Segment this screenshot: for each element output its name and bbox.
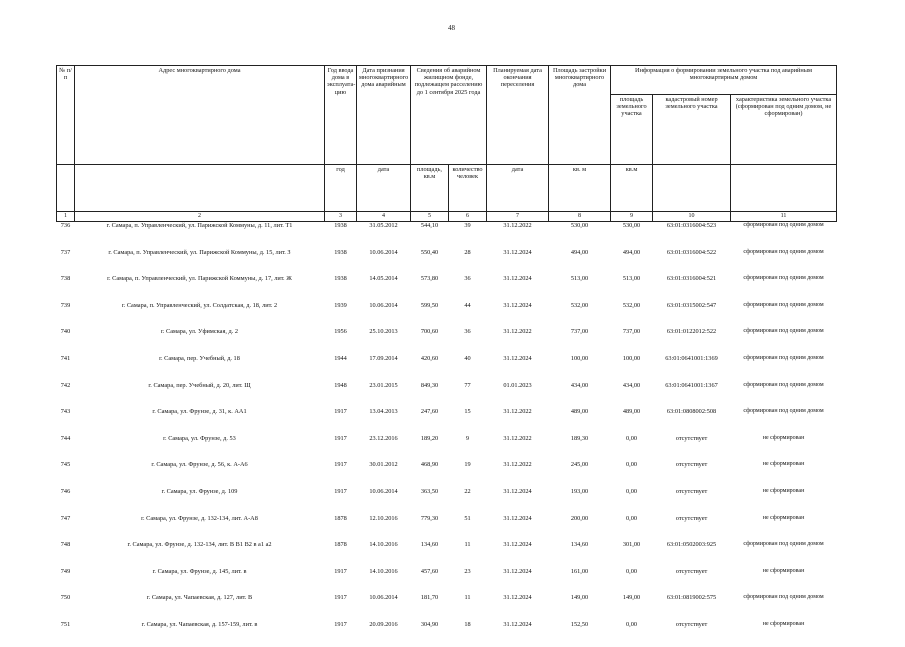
row-planned-date: 31.12.2024 (503, 354, 532, 362)
row-built-area: 161,00 (570, 567, 589, 575)
row-year: 1917 (334, 487, 347, 495)
table-row (57, 354, 837, 381)
row-planned-date: 31.12.2024 (503, 541, 532, 549)
table-row (57, 540, 837, 567)
row-year: 1917 (334, 408, 347, 416)
header-recognition-date: Дата признания многоквартирного дома аварийным (357, 66, 411, 165)
row-recognition-date: 31.05.2012 (369, 222, 398, 229)
row-land-area: 0,00 (626, 461, 638, 469)
row-people: 39 (464, 222, 471, 229)
row-built-area: 513,00 (570, 275, 589, 283)
row-land-area: 0,00 (626, 487, 638, 495)
row-address: г. Самара, п. Управленческий, ул. Парижской Коммуны, д. 17, лит. Ж (107, 275, 292, 283)
row-address: г. Самара, п. Управленческий, ул. Парижской Коммуны, д. 11, лит. Т1 (106, 222, 293, 229)
column-number: 11 (731, 212, 837, 222)
row-recognition-date: 14.10.2016 (369, 541, 398, 549)
header-land-info: Информация о формировании земельного участка под аварийным многоквартирным домом (611, 66, 837, 95)
column-number: 1 (57, 212, 75, 222)
row-number: 749 (60, 567, 71, 575)
header-cadastral: кадастровый номер земельного участка (653, 95, 731, 165)
unit-area: площадь, кв.м (411, 165, 449, 212)
row-built-area: 489,00 (570, 408, 589, 416)
unit-built-area: кв. м (549, 165, 611, 212)
row-characteristic: сформирован под одним домом (743, 541, 824, 548)
row-year: 1917 (334, 594, 347, 602)
row-planned-date: 31.12.2022 (503, 222, 532, 229)
table-row (57, 593, 837, 620)
row-characteristic: не сформирован (762, 434, 805, 441)
row-year: 1938 (334, 248, 347, 256)
row-year: 1938 (334, 275, 347, 283)
emergency-housing-table (56, 65, 837, 647)
row-land-area: 0,00 (626, 567, 638, 575)
row-characteristic: сформирован под одним домом (743, 222, 824, 228)
row-built-area: 134,60 (570, 541, 589, 549)
row-area: 189,20 (420, 434, 439, 442)
row-people: 22 (464, 487, 471, 495)
row-year: 1878 (334, 541, 347, 549)
row-people: 11 (464, 541, 471, 549)
row-people: 18 (464, 620, 471, 628)
column-number-row (57, 212, 837, 222)
row-built-area: 200,00 (570, 514, 589, 522)
row-area: 363,50 (420, 487, 439, 495)
row-address: г. Самара, пер. Учебный, д. 18 (159, 354, 240, 362)
row-area: 544,10 (420, 222, 439, 229)
row-address: г. Самара, п. Управленческий, ул. Солдатская, д. 18, лит. 2 (121, 301, 278, 309)
row-land-area: 737,00 (622, 328, 641, 336)
row-address: г. Самара, ул. Фрунзе, д. 53 (163, 434, 236, 442)
row-cadastral: 63:01:0316004:522 (666, 248, 717, 256)
row-number: 747 (60, 514, 71, 522)
column-number: 2 (75, 212, 325, 222)
row-year: 1948 (334, 381, 347, 389)
row-year: 1938 (334, 222, 347, 229)
row-address: г. Самара, ул. Фрунзе, д. 132-134, лит. А-А8 (141, 514, 258, 522)
unit-year: год (325, 165, 357, 212)
row-address: г. Самара, ул. Фрунзе, д. 145, лит. в (152, 567, 247, 575)
header-address: Адрес многоквартирного дома (75, 66, 325, 165)
row-recognition-date: 14.10.2016 (369, 567, 398, 575)
row-people: 51 (464, 514, 471, 522)
row-area: 468,90 (420, 461, 439, 469)
row-recognition-date: 20.09.2016 (369, 620, 398, 628)
row-area: 779,30 (420, 514, 439, 522)
row-address: г. Самара, ул. Уфимская, д. 2 (161, 328, 238, 336)
row-cadastral: 63:01:0315002:547 (666, 301, 717, 309)
row-characteristic: не сформирован (762, 487, 805, 494)
page-number: 48 (448, 24, 455, 32)
row-planned-date: 31.12.2022 (503, 434, 532, 442)
row-planned-date: 31.12.2024 (503, 567, 532, 575)
row-cadastral: отсутствует (675, 487, 708, 495)
header-built-area: Площадь застройки многоквартирного дома (549, 66, 611, 165)
row-characteristic: не сформирован (762, 461, 805, 468)
row-number: 741 (60, 354, 71, 362)
row-recognition-date: 23.01.2015 (369, 381, 398, 389)
header-characteristic: характеристика земельного участка (сформирован под одним домом, не сформирован) (731, 95, 837, 165)
row-planned-date: 31.12.2024 (503, 487, 532, 495)
unit-count: количество человек (449, 165, 487, 212)
header-year: Год ввода дома в эксплуата-цию (325, 66, 357, 165)
row-year: 1917 (334, 461, 347, 469)
row-people: 77 (464, 381, 471, 389)
row-cadastral: отсутствует (675, 434, 708, 442)
row-year: 1956 (334, 328, 347, 336)
row-land-area: 513,00 (622, 275, 641, 283)
table-row (57, 381, 837, 408)
row-number: 751 (60, 620, 71, 628)
row-built-area: 100,00 (570, 354, 589, 362)
row-recognition-date: 10.06.2014 (369, 301, 398, 309)
row-recognition-date: 10.06.2014 (369, 594, 398, 602)
row-number: 738 (60, 275, 71, 283)
row-characteristic: сформирован под одним домом (743, 594, 824, 601)
row-recognition-date: 10.06.2014 (369, 487, 398, 495)
row-year: 1878 (334, 514, 347, 522)
column-number: 3 (325, 212, 357, 222)
row-built-area: 737,00 (570, 328, 589, 336)
row-planned-date: 31.12.2024 (503, 275, 532, 283)
row-people: 40 (464, 354, 471, 362)
table-row (57, 487, 837, 514)
row-characteristic: сформирован под одним домом (743, 354, 824, 361)
header-planned-date: Планируемая дата окончания переселения (487, 66, 549, 165)
column-number: 4 (357, 212, 411, 222)
row-land-area: 0,00 (626, 620, 638, 628)
row-number: 740 (60, 328, 71, 336)
row-land-area: 301,00 (622, 541, 641, 549)
row-land-area: 530,00 (622, 222, 641, 229)
row-planned-date: 01.01.2023 (503, 381, 532, 389)
row-cadastral: отсутствует (675, 620, 708, 628)
row-characteristic: сформирован под одним домом (743, 301, 824, 308)
row-number: 739 (60, 301, 71, 309)
row-cadastral: отсутствует (675, 514, 708, 522)
table-row (57, 274, 837, 301)
row-land-area: 494,00 (622, 248, 641, 256)
table-row (57, 620, 837, 647)
row-cadastral: 63:01:0122012:522 (666, 328, 717, 336)
row-recognition-date: 13.04.2013 (369, 408, 398, 416)
row-built-area: 245,00 (570, 461, 589, 469)
row-area: 599,50 (420, 301, 439, 309)
row-people: 36 (464, 328, 471, 336)
row-land-area: 489,00 (622, 408, 641, 416)
row-built-area: 494,00 (570, 248, 589, 256)
row-recognition-date: 10.06.2014 (369, 248, 398, 256)
table-row (57, 248, 837, 275)
row-people: 11 (464, 594, 471, 602)
row-characteristic: не сформирован (762, 514, 805, 521)
row-cadastral: 63:01:0641001:1369 (665, 354, 718, 362)
row-number: 743 (60, 408, 71, 416)
row-year: 1944 (334, 354, 347, 362)
row-year: 1917 (334, 567, 347, 575)
row-recognition-date: 30.01.2012 (369, 461, 398, 469)
row-address: г. Самара, ул. Фрунзе, д. 31, к. АА1 (152, 408, 247, 416)
row-cadastral: 63:01:0502003:925 (666, 541, 717, 549)
row-area: 304,90 (420, 620, 439, 628)
row-land-area: 0,00 (626, 514, 638, 522)
row-land-area: 149,00 (622, 594, 641, 602)
row-built-area: 189,30 (570, 434, 589, 442)
row-cadastral: 63:01:0316004:523 (666, 222, 717, 229)
column-number: 9 (611, 212, 653, 222)
column-number: 6 (449, 212, 487, 222)
row-built-area: 149,00 (570, 594, 589, 602)
row-year: 1917 (334, 620, 347, 628)
row-planned-date: 31.12.2024 (503, 620, 532, 628)
row-characteristic: не сформирован (762, 620, 805, 627)
row-address: г. Самара, ул. Чапаевская, д. 127, лит. В (146, 594, 253, 602)
row-number: 746 (60, 487, 71, 495)
row-people: 19 (464, 461, 471, 469)
row-built-area: 532,00 (570, 301, 589, 309)
header-num: № п/п (57, 66, 75, 165)
row-planned-date: 31.12.2024 (503, 594, 532, 602)
column-number: 5 (411, 212, 449, 222)
row-address: г. Самара, ул. Фрунзе, д. 56, к. А-А6 (151, 461, 248, 469)
unit-land-area: кв.м (611, 165, 653, 212)
row-cadastral: 63:01:0808002:508 (666, 408, 717, 416)
row-characteristic: сформирован под одним домом (743, 275, 824, 282)
unit-planned-date: дата (487, 165, 549, 212)
row-built-area: 193,00 (570, 487, 589, 495)
table-body (57, 222, 837, 647)
row-cadastral: 63:01:0819002:575 (666, 594, 717, 602)
row-characteristic: сформирован под одним домом (743, 328, 824, 335)
row-number: 737 (60, 248, 71, 256)
row-address: г. Самара, п. Управленческий, ул. Парижской Коммуны, д. 15, лит. З (108, 248, 291, 256)
row-area: 457,60 (420, 567, 439, 575)
row-address: г. Самара, ул. Фрунзе, д. 132-134, лит. В В1 В2 в а1 а2 (127, 541, 272, 549)
row-year: 1939 (334, 301, 347, 309)
row-land-area: 100,00 (622, 354, 641, 362)
row-area: 420,60 (420, 354, 439, 362)
row-planned-date: 31.12.2024 (503, 301, 532, 309)
row-address: г. Самара, ул. Чапаевская, д. 157-159, лит. в (141, 620, 258, 628)
row-recognition-date: 12.10.2016 (369, 514, 398, 522)
row-area: 247,60 (420, 408, 439, 416)
row-number: 744 (60, 434, 71, 442)
row-year: 1917 (334, 434, 347, 442)
row-number: 745 (60, 461, 71, 469)
table-row (57, 407, 837, 434)
column-number: 8 (549, 212, 611, 222)
row-built-area: 530,00 (570, 222, 589, 229)
row-characteristic: сформирован под одним домом (743, 248, 824, 255)
row-number: 742 (60, 381, 71, 389)
row-recognition-date: 25.10.2013 (369, 328, 398, 336)
row-cadastral: 63:01:0641001:1367 (665, 381, 718, 389)
row-people: 28 (464, 248, 471, 256)
row-planned-date: 31.12.2024 (503, 514, 532, 522)
row-land-area: 532,00 (622, 301, 641, 309)
row-area: 550,40 (420, 248, 439, 256)
row-people: 9 (465, 434, 470, 442)
row-recognition-date: 17.09.2014 (369, 354, 398, 362)
row-land-area: 0,00 (626, 434, 638, 442)
table-row (57, 460, 837, 487)
row-cadastral: 63:01:0316004:521 (666, 275, 717, 283)
row-address: г. Самара, ул. Фрунзе, д. 109 (161, 487, 238, 495)
row-number: 750 (60, 594, 71, 602)
row-planned-date: 31.12.2022 (503, 408, 532, 416)
row-number: 748 (60, 541, 71, 549)
row-people: 36 (464, 275, 471, 283)
table-row (57, 567, 837, 594)
row-characteristic: не сформирован (762, 567, 805, 574)
row-cadastral: отсутствует (675, 461, 708, 469)
row-characteristic: сформирован под одним домом (743, 381, 824, 388)
row-recognition-date: 23.12.2016 (369, 434, 398, 442)
row-people: 15 (464, 408, 471, 416)
row-people: 23 (464, 567, 471, 575)
row-planned-date: 31.12.2022 (503, 461, 532, 469)
row-people: 44 (464, 301, 471, 309)
header-land-area: площадь земельного участка (611, 95, 653, 165)
row-area: 849,30 (420, 381, 439, 389)
header-emergency-fund: Сведения об аварийном жилищном фонде, подлежащем расселению до 1 сентября 2025 года (411, 66, 487, 165)
table-row (57, 222, 837, 248)
row-area: 181,70 (420, 594, 439, 602)
row-area: 573,80 (420, 275, 439, 283)
row-number: 736 (60, 222, 71, 229)
column-number: 10 (653, 212, 731, 222)
row-address: г. Самара, пер. Учебный, д. 20, лит. Щ (148, 381, 251, 389)
row-planned-date: 31.12.2022 (503, 328, 532, 336)
row-area: 134,60 (420, 541, 439, 549)
table-row (57, 301, 837, 328)
row-cadastral: отсутствует (675, 567, 708, 575)
unit-date: дата (357, 165, 411, 212)
table-row (57, 327, 837, 354)
table-row (57, 514, 837, 541)
row-built-area: 152,50 (570, 620, 589, 628)
row-built-area: 434,00 (570, 381, 589, 389)
column-number: 7 (487, 212, 549, 222)
row-characteristic: сформирован под одним домом (743, 408, 824, 415)
table-row (57, 434, 837, 461)
row-recognition-date: 14.05.2014 (369, 275, 398, 283)
row-area: 700,60 (420, 328, 439, 336)
row-planned-date: 31.12.2024 (503, 248, 532, 256)
row-land-area: 434,00 (622, 381, 641, 389)
